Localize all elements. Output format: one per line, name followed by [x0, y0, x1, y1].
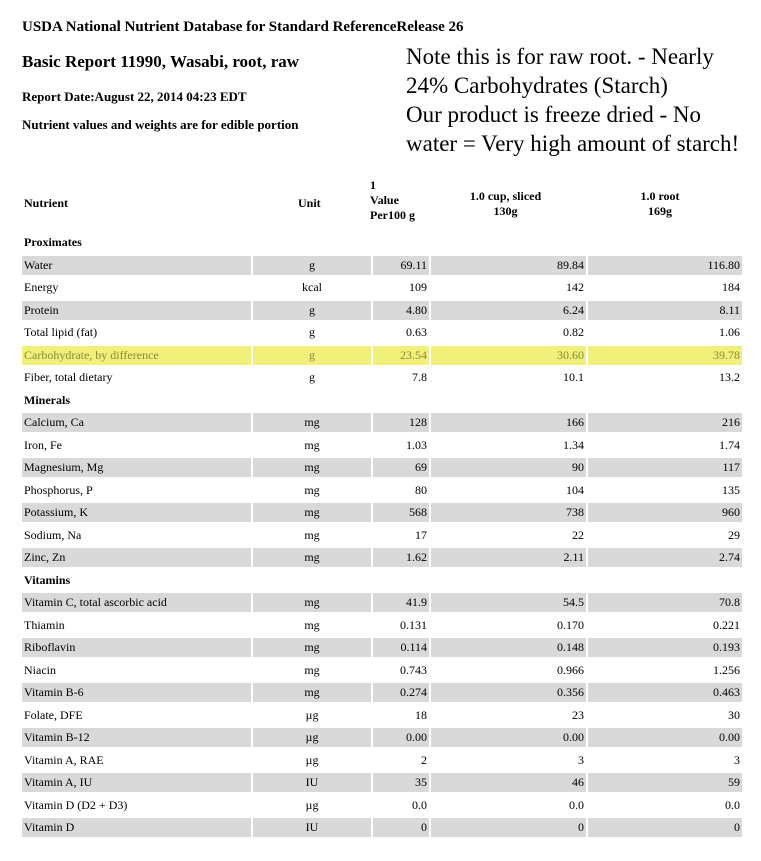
- table-row: [22, 501, 742, 524]
- value-per-root: 117: [588, 458, 742, 477]
- database-title: USDA National Nutrient Database for Standard ReferenceRelease 26: [22, 19, 464, 35]
- nutrient-table: [22, 231, 742, 839]
- table-row: [22, 524, 742, 547]
- nutrient-name: Magnesium, Mg: [22, 458, 251, 477]
- value-per-100g: 18: [415, 707, 427, 722]
- table-row: [22, 321, 742, 344]
- value-per-root: 13.2: [719, 370, 740, 384]
- value-per-100g: 0.00: [373, 728, 429, 747]
- value-per-root: 59: [588, 773, 742, 792]
- column-header-root-weight: 169g: [648, 204, 672, 218]
- value-per-100g: 2: [421, 752, 427, 767]
- column-header-value: [370, 178, 415, 223]
- nutrient-unit: mg: [253, 593, 371, 612]
- value-per-cup: 0.148: [431, 638, 586, 657]
- section-header: [22, 389, 742, 412]
- nutrient-unit: µg: [305, 752, 319, 767]
- value-per-root: 0.00: [588, 728, 742, 747]
- table-row: [22, 479, 742, 502]
- table-row: [22, 299, 742, 322]
- table-row: [22, 366, 742, 389]
- value-per-cup: 89.84: [431, 256, 586, 275]
- value-per-root: 1.256: [713, 662, 740, 677]
- value-per-100g: 0.0: [412, 797, 427, 812]
- value-per-cup: 0.356: [431, 683, 586, 702]
- table-row: [22, 344, 742, 367]
- nutrient-name: Zinc, Zn: [22, 548, 251, 567]
- annotation-line: Our product is freeze dried - No: [406, 102, 702, 127]
- value-per-100g: 35: [373, 773, 429, 792]
- value-per-100g: 0: [373, 818, 429, 837]
- nutrient-name: Vitamin D (D2 + D3): [24, 797, 128, 812]
- annotation-line: Note this is for raw root. - Nearly: [406, 44, 714, 69]
- value-per-root: 0.221: [713, 617, 740, 632]
- value-per-cup: 30.60: [431, 346, 586, 365]
- table-row: [22, 704, 742, 727]
- nutrient-name: Thiamin: [24, 617, 65, 632]
- nutrient-name: Folate, DFE: [24, 707, 83, 722]
- nutrient-unit: mg: [253, 638, 371, 657]
- value-per-cup: 90: [431, 458, 586, 477]
- table-row: [22, 614, 742, 637]
- value-per-100g: 0.131: [400, 617, 427, 632]
- table-row: [22, 794, 742, 817]
- value-per-cup: 22: [572, 527, 584, 542]
- value-per-cup: 738: [431, 503, 586, 522]
- nutrient-name: Energy: [24, 280, 59, 294]
- column-header-value-label: Value: [370, 193, 399, 207]
- annotation-note: [406, 42, 739, 158]
- nutrient-name: Vitamin B-6: [22, 683, 251, 702]
- nutrient-unit: mg: [304, 662, 320, 677]
- value-per-root: 0.0: [725, 797, 740, 812]
- value-per-root: 0: [588, 818, 742, 837]
- nutrient-unit: mg: [304, 617, 320, 632]
- nutrient-unit: mg: [304, 527, 320, 542]
- value-per-root: 30: [728, 707, 740, 722]
- value-per-root: 1.74: [719, 437, 740, 452]
- value-per-100g: 109: [409, 280, 427, 294]
- section-title: Vitamins: [24, 572, 71, 587]
- column-header-nutrient: Nutrient: [24, 196, 68, 210]
- table-row: [22, 546, 742, 569]
- value-per-cup: 0.170: [557, 617, 584, 632]
- value-per-100g: 4.80: [373, 301, 429, 320]
- value-per-100g: 0.274: [373, 683, 429, 702]
- value-per-100g: 568: [373, 503, 429, 522]
- value-per-100g: 0.743: [400, 662, 427, 677]
- value-per-100g: 69: [373, 458, 429, 477]
- value-per-100g: 128: [373, 413, 429, 432]
- table-row: [22, 771, 742, 794]
- nutrient-name: Vitamin D: [22, 818, 251, 837]
- value-per-cup: 0.00: [431, 728, 586, 747]
- section-header: [22, 569, 742, 592]
- value-per-cup: 23: [572, 707, 584, 722]
- value-per-cup: 104: [566, 482, 584, 497]
- table-row: [22, 816, 742, 839]
- value-per-root: 1.06: [719, 325, 740, 339]
- nutrient-unit: mg: [253, 503, 371, 522]
- value-per-100g: 80: [415, 482, 427, 497]
- column-header-unit: Unit: [298, 196, 321, 210]
- value-per-root: 70.8: [588, 593, 742, 612]
- annotation-line: water = Very high amount of starch!: [406, 131, 740, 156]
- value-per-cup: 0.0: [569, 797, 584, 812]
- nutrient-name: Vitamin B-12: [22, 728, 251, 747]
- table-row: [22, 726, 742, 749]
- value-per-root: 0.463: [588, 683, 742, 702]
- nutrient-unit: mg: [253, 683, 371, 702]
- value-per-100g: 7.8: [412, 370, 427, 384]
- value-per-root: 3: [734, 752, 740, 767]
- nutrient-name: Vitamin C, total ascorbic acid: [22, 593, 251, 612]
- value-per-cup: 54.5: [431, 593, 586, 612]
- nutrient-unit: g: [309, 370, 315, 384]
- column-header-value-basis: Per100 g: [370, 208, 415, 222]
- nutrient-unit: g: [309, 325, 315, 339]
- value-per-cup: 3: [578, 752, 584, 767]
- nutrient-unit: g: [253, 256, 371, 275]
- value-per-cup: 0.82: [563, 325, 584, 339]
- value-per-root: 184: [722, 280, 740, 294]
- nutrient-unit: mg: [304, 482, 320, 497]
- column-header-cup-label: 1.0 cup, sliced: [469, 189, 542, 203]
- nutrient-unit: mg: [253, 413, 371, 432]
- value-per-root: 116.80: [588, 256, 742, 275]
- value-per-100g: 0.114: [373, 638, 429, 657]
- table-row: [22, 411, 742, 434]
- nutrient-name: Phosphorus, P: [24, 482, 93, 497]
- annotation-line: 24% Carbohydrates (Starch): [406, 73, 668, 98]
- value-per-cup: 166: [431, 413, 586, 432]
- nutrient-unit: mg: [253, 548, 371, 567]
- table-row: [22, 681, 742, 704]
- nutrient-unit: IU: [253, 773, 371, 792]
- value-per-100g: 41.9: [373, 593, 429, 612]
- nutrient-unit: g: [253, 346, 371, 365]
- nutrient-name: Sodium, Na: [24, 527, 82, 542]
- table-row: [22, 636, 742, 659]
- value-per-100g: 17: [415, 527, 427, 542]
- nutrient-name: Protein: [22, 301, 251, 320]
- nutrient-name: Carbohydrate, by difference: [22, 346, 251, 365]
- nutrient-name: Niacin: [24, 662, 56, 677]
- table-row: [22, 276, 742, 299]
- value-per-cup: 1.34: [563, 437, 584, 452]
- value-per-100g: 23.54: [373, 346, 429, 365]
- portion-note: Nutrient values and weights are for edible portion: [22, 117, 299, 132]
- table-row: [22, 749, 742, 772]
- column-header-cup-weight: 130g: [493, 204, 518, 218]
- nutrient-unit: IU: [253, 818, 371, 837]
- nutrient-name: Calcium, Ca: [22, 413, 251, 432]
- nutrient-name: Vitamin A, IU: [22, 773, 251, 792]
- value-per-100g: 69.11: [373, 256, 429, 275]
- value-per-100g: 0.63: [406, 325, 427, 339]
- nutrient-name: Water: [22, 256, 251, 275]
- column-header-cup: [448, 189, 563, 219]
- column-header-value-index: 1: [370, 178, 376, 192]
- nutrient-unit: µg: [253, 728, 371, 747]
- value-per-cup: 2.11: [431, 548, 586, 567]
- value-per-root: 39.78: [588, 346, 742, 365]
- value-per-cup: 0.966: [557, 662, 584, 677]
- nutrient-name: Fiber, total dietary: [24, 370, 113, 384]
- section-header: [22, 231, 742, 254]
- table-row: [22, 591, 742, 614]
- table-row: [22, 659, 742, 682]
- nutrient-name: Iron, Fe: [24, 437, 62, 452]
- nutrient-unit: µg: [305, 707, 319, 722]
- section-title: Proximates: [24, 235, 82, 249]
- value-per-root: 2.74: [588, 548, 742, 567]
- value-per-cup: 0: [431, 818, 586, 837]
- table-row: [22, 434, 742, 457]
- value-per-100g: 1.62: [373, 548, 429, 567]
- column-header-root-label: 1.0 root: [640, 189, 680, 203]
- nutrient-unit: µg: [305, 797, 319, 812]
- column-header-root: [600, 189, 720, 219]
- table-row: [22, 254, 742, 277]
- value-per-cup: 10.1: [563, 370, 584, 384]
- nutrient-unit: kcal: [302, 280, 322, 294]
- table-row: [22, 456, 742, 479]
- value-per-root: 0.193: [588, 638, 742, 657]
- nutrient-name: Total lipid (fat): [24, 325, 98, 339]
- value-per-cup: 46: [431, 773, 586, 792]
- nutrient-name: Potassium, K: [22, 503, 251, 522]
- value-per-cup: 6.24: [431, 301, 586, 320]
- value-per-root: 960: [588, 503, 742, 522]
- value-per-root: 216: [588, 413, 742, 432]
- nutrient-name: Riboflavin: [22, 638, 251, 657]
- nutrient-unit: g: [253, 301, 371, 320]
- value-per-root: 135: [722, 482, 740, 497]
- section-title: Minerals: [24, 392, 70, 407]
- nutrient-name: Vitamin A, RAE: [24, 752, 104, 767]
- value-per-root: 29: [728, 527, 740, 542]
- nutrient-unit: mg: [253, 458, 371, 477]
- nutrient-unit: mg: [304, 437, 320, 452]
- value-per-100g: 1.03: [406, 437, 427, 452]
- report-date: Report Date:August 22, 2014 04:23 EDT: [22, 89, 247, 104]
- value-per-root: 8.11: [588, 301, 742, 320]
- report-title: Basic Report 11990, Wasabi, root, raw: [22, 52, 300, 71]
- value-per-cup: 142: [566, 280, 584, 294]
